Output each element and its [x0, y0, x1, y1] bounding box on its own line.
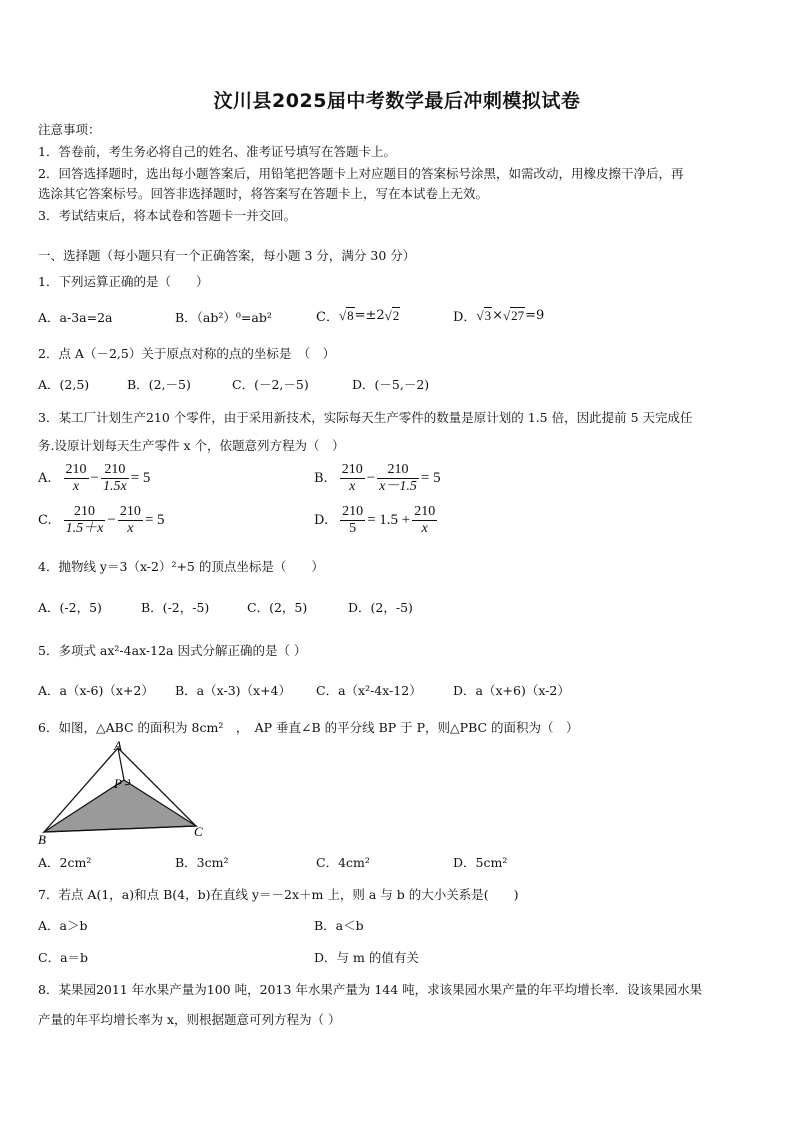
q3-d-mid: = 1.5 +	[367, 512, 411, 528]
q3-a-minus: −	[90, 470, 99, 486]
q3-c-label: C.	[38, 513, 52, 528]
q3-c-den-2: x	[127, 521, 134, 536]
q2-stem: 2．点 A（－2,5）关于原点对称的点的坐标是 （ ）	[38, 346, 336, 361]
label-p: P	[114, 776, 122, 791]
notes-item-1: 1．答卷前，考生务必将自己的姓名、准考证号填写在答题卡上。	[38, 144, 396, 159]
q1-c-radicand-1: 8	[347, 307, 354, 323]
q3-c-minus: −	[107, 512, 116, 528]
q3-a-rhs: = 5	[130, 470, 151, 486]
q3-b-frac-2	[377, 462, 419, 495]
q3-d-den-2: x	[421, 521, 428, 536]
q3-c-den-1: 1.5＋x	[65, 521, 104, 536]
q3-d-label: D.	[314, 513, 329, 528]
q6-option-b: B．3cm²	[175, 855, 229, 870]
notes-heading: 注意事项：	[38, 122, 101, 137]
q1-d-sqrt-2: √27	[502, 307, 525, 323]
q4-stem: 4．抛物线 y＝3（x-2）²+5 的顶点坐标是（ ）	[38, 559, 324, 574]
q1-c-sqrt-1: √8	[338, 307, 354, 323]
q3-option-d	[314, 504, 437, 537]
q2-option-a: A．(2,5)	[38, 377, 90, 392]
q1-d-end: =9	[525, 308, 545, 323]
label-b: B	[38, 832, 46, 846]
q4-option-b: B．(-2，-5)	[141, 600, 210, 615]
q3-b-label: B.	[314, 471, 328, 486]
q3-c-rhs: = 5	[144, 512, 165, 528]
q3-a-num-1: 210	[65, 462, 87, 477]
q3-b-den-2: x－1.5	[379, 479, 417, 494]
q2-option-d: D．(－5,－2)	[352, 377, 430, 392]
q3-b-minus: −	[366, 470, 376, 486]
q3-option-a	[38, 462, 152, 495]
q7-stem: 7．若点 A(1，a)和点 B(4，b)在直线 y＝－2x＋m 上，则 a 与 b 的大小关系是( )	[38, 887, 519, 902]
q1-d-sqrt-1: √3	[476, 307, 492, 323]
q6-option-c: C．4cm²	[316, 855, 370, 870]
label-c: C	[194, 824, 203, 839]
q8-stem-1: 8．某果园2011 年水果产量为100 吨，2013 年水果产量为 144 吨，求该果园水果产量的年平均增长率．设该果园水果	[38, 982, 703, 997]
q3-b-num-2: 210	[377, 462, 419, 479]
q4-option-a: A．(-2，5)	[38, 600, 102, 615]
q3-a-label: A.	[38, 471, 52, 486]
q8-stem-2: 产量的年平均增长率为 x，则根据题意可列方程为（ ）	[38, 1012, 341, 1027]
section-heading: 一、选择题（每小题只有一个正确答案，每小题 3 分，满分 30 分）	[38, 248, 416, 263]
q1-c-label: C．	[316, 310, 339, 325]
q1-d-times: ×	[492, 308, 503, 323]
q5-option-c: C．a（x²-4x-12）	[316, 683, 422, 698]
triangle-figure	[36, 738, 216, 846]
q7-option-c: C．a＝b	[38, 950, 89, 965]
page-title: 汶川县2025届中考数学最后冲刺模拟试卷	[213, 90, 581, 112]
q7-option-a: A．a＞b	[38, 918, 88, 933]
q3-a-den-1: x	[72, 479, 80, 494]
q3-d-den-1: 5	[349, 521, 357, 536]
q3-d-num-2: 210	[414, 504, 436, 519]
q6-stem: 6．如图，△ABC 的面积为 8cm² ， AP 垂直∠B 的平分线 BP 于 P，则△PBC 的面积为（ ）	[38, 720, 579, 735]
q7-option-d: D．与 m 的值有关	[314, 950, 419, 965]
q2-option-c: C．(－2,－5)	[232, 377, 309, 392]
q4-option-c: C．(2，5)	[247, 600, 308, 615]
notes-item-2b: 选涂其它答案标号。回答非选择题时，将答案写在答题卡上，写在本试卷上无效。	[38, 186, 489, 201]
q1-d-radicand-2: 27	[511, 307, 525, 323]
q1-d-radicand-1: 3	[484, 307, 492, 323]
q5-stem: 5．多项式 ax²-4ax-12a 因式分解正确的是（ ）	[38, 643, 307, 658]
q1-option-b: B．（ab²）⁰=ab²	[175, 310, 272, 325]
q1-c-radicand-2: 2	[392, 307, 400, 323]
q3-b-den-1: x	[349, 479, 356, 494]
q3-option-b	[314, 462, 443, 495]
q1-option-a: A．a-3a=2a	[38, 310, 113, 325]
q1-stem: 1．下列运算正确的是（ ）	[38, 274, 209, 289]
q7-option-b: B．a＜b	[314, 918, 364, 933]
q3-d-frac-1	[340, 504, 365, 537]
q3-option-c	[38, 504, 167, 537]
q5-option-d: D．a（x+6)（x-2）	[453, 683, 570, 698]
q1-c-sqrt-2: √2	[384, 307, 400, 323]
q3-c-frac-1	[64, 504, 106, 537]
q3-d-frac-2	[412, 504, 437, 537]
label-a: A	[114, 738, 122, 753]
q1-option-c	[316, 306, 400, 325]
q3-b-rhs: = 5	[420, 470, 441, 486]
q4-option-d: D．(2，-5)	[348, 600, 413, 615]
notes-item-3: 3．考试结束后，将本试卷和答题卡一并交回。	[38, 208, 296, 223]
q1-option-d	[453, 306, 544, 325]
q1-d-label: D．	[453, 310, 477, 325]
q3-d-num-1: 210	[342, 504, 364, 519]
q3-b-num-1: 210	[341, 462, 363, 477]
q3-stem-2: 务.设原计划每天生产零件 x 个，依题意列方程为（ ）	[38, 438, 345, 453]
q3-c-num-2: 210	[119, 504, 141, 519]
notes-item-2a: 2．回答选择题时，选出每小题答案后，用铅笔把答题卡上对应题目的答案标号涂黑，如需改动，用橡皮擦干净后，再	[38, 166, 684, 181]
q5-option-b: B．a（x-3)（x+4）	[175, 683, 291, 698]
q6-option-d: D．5cm²	[453, 855, 508, 870]
q3-a-frac-2	[101, 462, 129, 495]
q6-option-a: A．2cm²	[38, 855, 92, 870]
q3-a-frac-1	[64, 462, 89, 495]
q3-stem-1: 3．某工厂计划生产210 个零件，由于采用新技术，实际每天生产零件的数量是原计划的 1.5 倍，因此提前 5 天完成任	[38, 410, 693, 425]
q3-c-num-1: 210	[64, 504, 106, 521]
q3-b-frac-1	[340, 462, 365, 495]
q2-option-b: B．(2,－5)	[127, 377, 191, 392]
q3-c-frac-2	[118, 504, 143, 537]
q3-a-num-2: 210	[101, 462, 129, 479]
q3-a-den-2: 1.5x	[103, 479, 127, 494]
q1-c-mid: =±2	[354, 308, 385, 323]
q5-option-a: A．a（x-6)（x+2）	[38, 683, 154, 698]
